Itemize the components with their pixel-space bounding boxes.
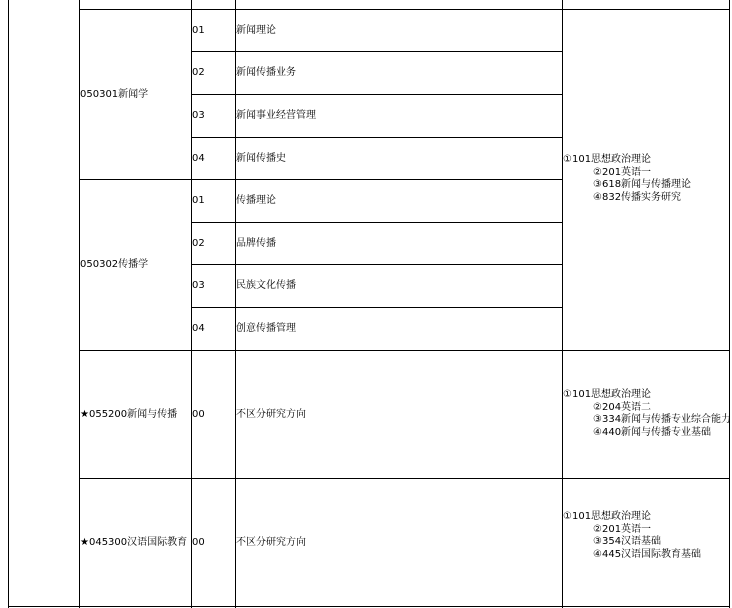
exam-subject: ①101思想政治理论 — [563, 511, 652, 522]
row-divider — [191, 94, 562, 95]
exam-subject: ②201英语一 — [593, 166, 652, 178]
direction-code-cell: 02 — [192, 67, 205, 78]
exam-subject: ②204英语二 — [593, 401, 652, 413]
direction-name-cell: 不区分研究方向 — [236, 409, 306, 420]
major-cell: 050302传播学 — [80, 259, 149, 270]
direction-name-cell: 新闻传播史 — [236, 153, 286, 164]
major-cell: ★045300汉语国际教育 — [80, 537, 188, 548]
direction-name-cell: 民族文化传播 — [236, 280, 296, 291]
direction-code-cell: 04 — [192, 323, 205, 334]
exam-subjects-cell — [563, 511, 701, 561]
row-divider — [79, 9, 730, 10]
exam-subject: ③334新闻与传播专业综合能力 — [593, 414, 732, 425]
direction-code-cell: 00 — [192, 409, 205, 420]
row-divider — [191, 51, 562, 52]
exam-subject: ④832传播实务研究 — [593, 191, 682, 203]
exam-subject: ①101思想政治理论 — [563, 389, 652, 400]
column-divider-direction — [235, 0, 236, 608]
row-divider — [191, 137, 562, 138]
direction-code-cell: 03 — [192, 280, 205, 291]
exam-subject: ②201英语一 — [593, 523, 652, 535]
direction-name-cell: 传播理论 — [236, 195, 276, 206]
row-divider — [79, 179, 562, 180]
table-border-bottom — [8, 606, 730, 607]
direction-code-cell: 00 — [192, 537, 205, 548]
direction-name-cell: 创意传播管理 — [236, 323, 296, 334]
direction-name-cell: 不区分研究方向 — [236, 537, 306, 548]
direction-name-cell: 新闻理论 — [236, 25, 276, 36]
exam-subjects-cell — [563, 154, 691, 204]
column-divider-code — [191, 0, 192, 608]
row-divider — [191, 222, 562, 223]
row-divider — [191, 264, 562, 265]
exam-subjects-cell — [563, 389, 731, 439]
exam-subject: ③354汉语基础 — [593, 536, 662, 547]
major-cell: 050301新闻学 — [80, 89, 149, 100]
direction-name-cell: 新闻事业经营管理 — [236, 110, 316, 121]
direction-code-cell: 01 — [192, 25, 205, 36]
row-divider — [191, 307, 562, 308]
direction-code-cell: 02 — [192, 238, 205, 249]
row-divider — [79, 350, 730, 351]
direction-name-cell: 品牌传播 — [236, 238, 276, 249]
exam-subject: ①101思想政治理论 — [563, 154, 652, 165]
direction-name-cell: 新闻传播业务 — [236, 67, 296, 78]
table-border-left — [8, 0, 9, 608]
exam-subject: ④445汉语国际教育基础 — [593, 548, 702, 560]
table-border-right — [729, 0, 730, 608]
direction-code-cell: 01 — [192, 195, 205, 206]
exam-subject: ③618新闻与传播理论 — [593, 179, 692, 190]
major-cell: ★055200新闻与传播 — [80, 409, 178, 420]
exam-subject: ④440新闻与传播专业基础 — [593, 426, 712, 438]
direction-code-cell: 04 — [192, 153, 205, 164]
direction-code-cell: 03 — [192, 110, 205, 121]
row-divider — [79, 478, 730, 479]
